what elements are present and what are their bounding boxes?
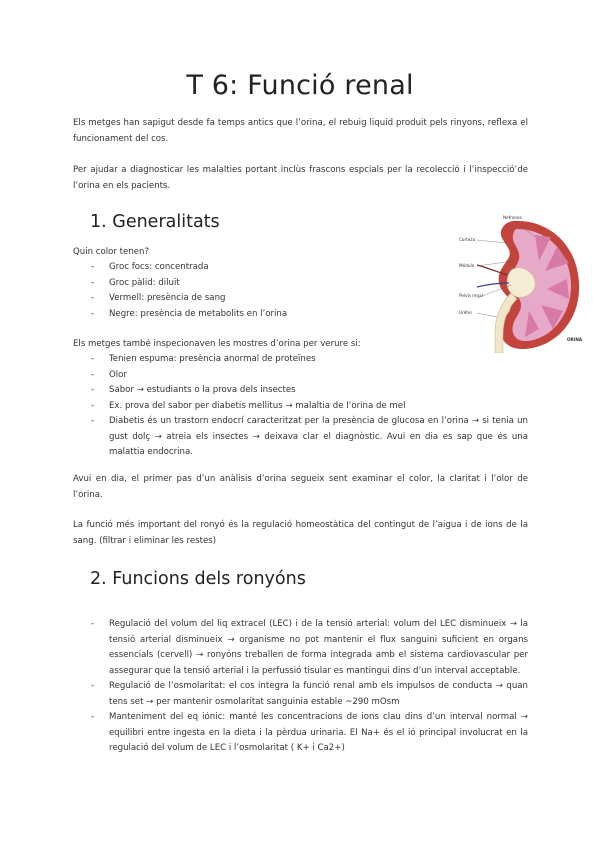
list-item: - Sabor → estudiants o la prova dels insectes	[91, 383, 528, 399]
list-item: - Tenien espuma: presència anormal de proteïnes	[91, 352, 528, 368]
list-item: - Olor	[91, 368, 528, 384]
section-2-heading: 2. Funcions dels ronyóns	[90, 569, 306, 589]
list-item: - Manteniment del eq iónic: manté les concentracions de ions clau dins d’un interval normal → equilibri entre ingesta en la dieta i la pèrdua urinaria. El Na+ és el ió principal involucrat en la regulació del volum de LEC i l’osmolaritat ( K+ i Ca2+)	[91, 710, 528, 757]
inspect-intro: Els metges també inspecionaven les mostres d’orina per verure si:	[73, 339, 361, 349]
list-item: - Negre: presència de metabolits en l’orina	[91, 307, 391, 323]
label-cortex: Corteza	[459, 237, 476, 242]
section-1-heading: 1. Generalitats	[90, 212, 220, 232]
label-nephrons: Nefrones	[503, 215, 522, 220]
intro-paragraph-1: Els metges han sapigut desde fa temps antics que l’orina, el rebuig liquid produit pels rinyons, reflexa el funcionament del cos.	[73, 118, 528, 144]
list-item: - Groc focs: concentrada	[91, 260, 391, 276]
list-item: - Diabetis és un trastorn endocrí caracteritzat per la presència de glucosa en l’orina → si tenia un gust dolç → atreia els insectes → deixava clar el diagnòstic. Avui en dia es sap que és una malattia endocrina.	[91, 414, 528, 461]
list-item: - Vermell: presència de sang	[91, 291, 391, 307]
list-item: - Regulació de l’osmolaritat: el cos integra la funció renal amb els impulsos de conducta → quan tens set → per mantenir osmolaritat sanguinia estable ~290 mOsm	[91, 679, 528, 710]
list-item: - Groc pàlid: diluït	[91, 276, 391, 292]
label-ureter: Uréter	[459, 310, 473, 315]
label-urine: ORINA	[567, 337, 583, 342]
paragraph-kidney-function: La funció més important del ronyó és la regulació homeostàtica del contingut de l’aigua i de ions de la sang. (filtrar i eliminar les restes)	[73, 520, 528, 546]
color-list	[91, 260, 391, 322]
label-renal-pelvis: Pelvis renal	[459, 293, 483, 298]
color-question: Quin color tenen?	[73, 247, 150, 257]
list-item: - Regulació del volum del liq extracel (LEC) i de la tensió arterial: volum del LEC disminueix → la tensió arterial disminueix → organisme no pot mantenir el flux sanguini suficient en organs essencials (cervell) → ronyóns treballen de forma integrada amb el sistema cardiovascular per assegurar que la tensió arterial i la perfussió tisular es mantingui dins d’un interval acceptable.	[91, 617, 528, 679]
list-item: - Ex. prova del sabor per diabetis mellitus → malaltia de l’orina de mel	[91, 399, 528, 415]
inspect-list	[91, 352, 528, 461]
label-medulla: Médula	[459, 263, 475, 268]
paragraph-today: Avui en dia, el primer pas d’un anàlisis d’orina segueix sent examinar el color, la claritat i l’olor de l’orina.	[73, 474, 528, 500]
intro-paragraph-2: Per ajudar a diagnosticar les malalties portant inclùs frascons espcials per la recolecció i l’inspecció’de l’orina en els pacients.	[73, 165, 528, 191]
kidney-illustration	[455, 213, 585, 353]
page-title: T 6: Funció renal	[186, 70, 414, 101]
functions-list	[91, 617, 528, 757]
